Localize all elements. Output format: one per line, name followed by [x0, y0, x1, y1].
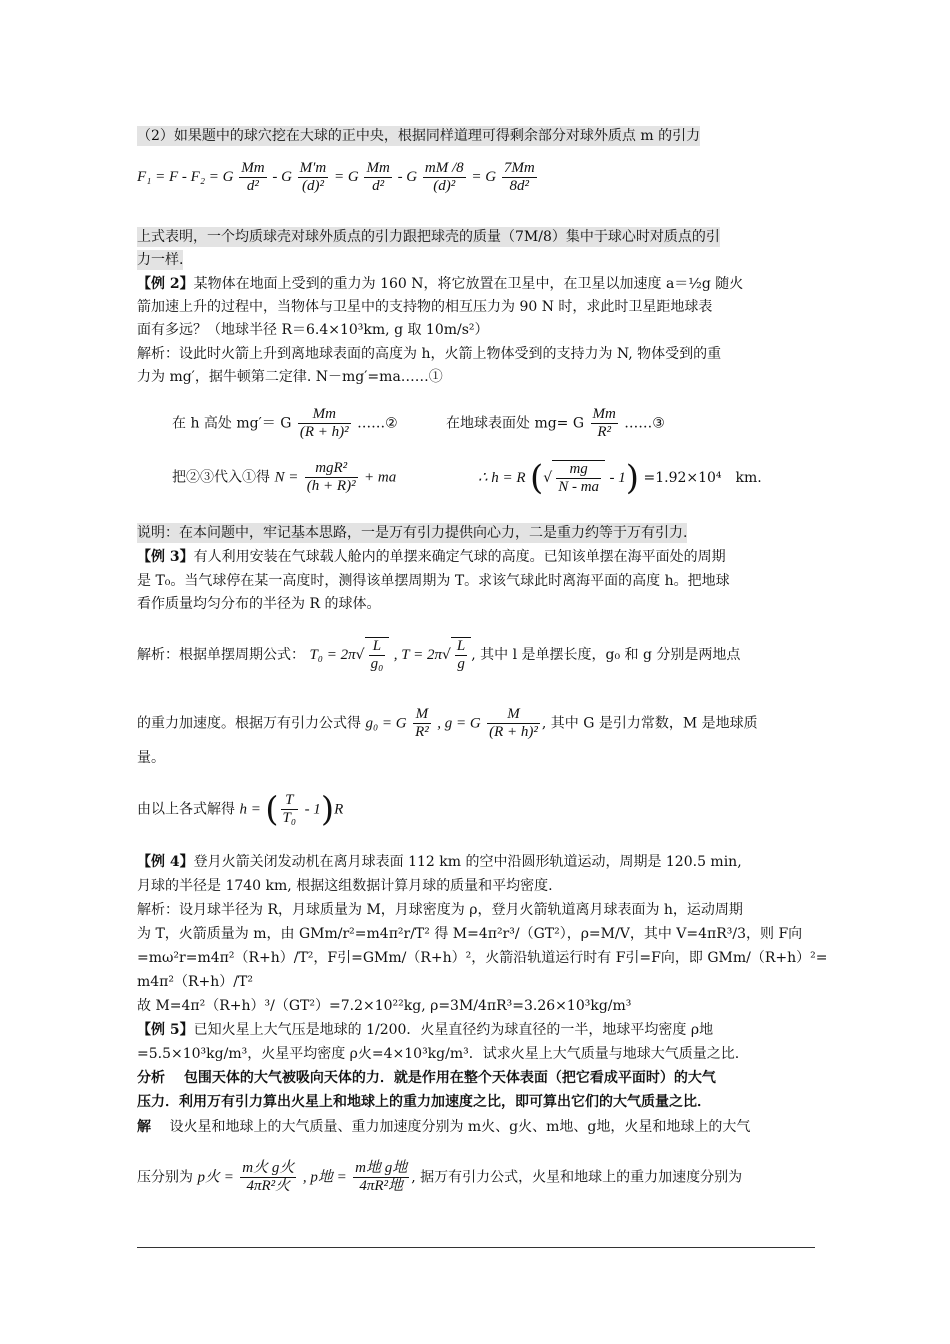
equation-2-right	[446, 406, 665, 441]
text: =1.92×10⁴ km.	[643, 470, 762, 486]
eq-text: - 1	[609, 470, 626, 486]
denominator: g₀	[370, 656, 384, 672]
paragraph-line	[137, 250, 183, 270]
text: 解析：根据单摆周期公式：	[137, 647, 305, 663]
fraction	[455, 638, 467, 673]
text: 月球的半径是 1740 km, 根据这组数据计算月球的质量和平均密度.	[137, 878, 553, 894]
numerator: m地 g地	[355, 1160, 408, 1176]
fraction	[502, 160, 537, 195]
fraction	[298, 160, 329, 195]
text: 箭加速上升的过程中，当物体与卫星中的支持物的相互压力为 90 N 时，求此时卫星距地球表	[137, 299, 713, 315]
fraction	[423, 160, 466, 195]
paragraph-line	[137, 1044, 739, 1064]
paragraph-line	[137, 924, 802, 944]
example-tag: 【例 3】	[137, 549, 194, 565]
fraction	[305, 460, 358, 495]
text: 设火星和地球上的大气质量、重力加速度分别为 m火、g火、m地、g地，火星和地球上的大气	[151, 1119, 751, 1135]
text: 把②③代入①得	[172, 469, 270, 486]
text: 在地球表面处 mg= G	[446, 415, 585, 432]
denominator: g	[457, 656, 465, 672]
radical	[451, 637, 471, 673]
text: 故 M=4π²（R+h）³/（GT²）=7.2×10²²kg, ρ=3M/4πR³=3.26×10³kg/m³	[137, 998, 632, 1014]
paragraph-line	[137, 748, 165, 768]
denominator: (R + h)²	[489, 724, 538, 740]
fraction	[364, 160, 391, 195]
numerator: mgR²	[305, 460, 358, 478]
text: 登月火箭关闭发动机在离月球表面 112 km 的空中沿圆形轨道运动，周期是 120.5 min,	[193, 854, 742, 870]
text: m4π²（R+h）/T²	[137, 974, 253, 990]
radical	[552, 460, 605, 496]
denominator: d²	[246, 178, 259, 194]
paragraph-line	[137, 320, 489, 340]
text: 量。	[137, 750, 165, 766]
numerator: L	[456, 638, 466, 654]
paragraph-line	[137, 948, 827, 968]
text: 有人利用安装在气球载人舱内的单摆来确定气球的高度。已知该单摆在海平面处的周期	[193, 549, 726, 565]
denominator: 4πR²火	[246, 1178, 291, 1194]
numerator: M′m	[299, 160, 327, 176]
paragraph-line	[137, 996, 631, 1016]
text: 是 T₀。当气球停在某一高度时，测得该单摆周期为 T。求该气球此时离海平面的高度 h。把地球	[137, 573, 730, 589]
numerator: M	[413, 706, 431, 724]
numerator: mg	[556, 461, 601, 479]
paragraph-line	[137, 367, 443, 387]
text: 压力．利用万有引力算出火星上和地球上的重力加速度之比，即可算出它们的大气质量之比．	[137, 1094, 711, 1110]
denominator: (d)²	[433, 178, 456, 194]
eq-text: N =	[274, 469, 299, 486]
paragraph-line	[137, 900, 743, 920]
numerator: 7Mm	[503, 160, 535, 176]
paragraph-line	[137, 1092, 711, 1112]
paragraph-line	[137, 852, 742, 872]
fraction	[413, 706, 431, 741]
paragraph-line	[137, 972, 253, 992]
eq-text: g₀ = G	[365, 715, 407, 732]
paragraph-line	[137, 1117, 750, 1137]
fraction	[239, 160, 266, 195]
text: , 其中 G 是引力常数，M 是地球质	[541, 715, 758, 732]
eq-text: ∴ h = R	[478, 470, 526, 486]
paragraph-line	[137, 1160, 742, 1195]
denominator: (R + h)²	[299, 424, 349, 440]
eq-text: h =	[239, 801, 261, 818]
denominator: 4πR²地	[359, 1178, 404, 1194]
eq-text: T₀ = 2π	[309, 647, 356, 663]
text: , 其中 l 是单摆长度，g₀ 和 g 分别是两地点	[471, 647, 741, 663]
eq-text: - 1	[304, 801, 321, 818]
paragraph-line	[137, 523, 687, 543]
fraction	[240, 1160, 296, 1195]
example-tag: 【例 4】	[137, 854, 194, 870]
text: , 据万有引力公式，火星和地球上的重力加速度分别为	[411, 1169, 743, 1186]
text: 已知火星上大气压是地球的 1/200．火星直径约为球直径的一半，地球平均密度 ρ地	[193, 1022, 714, 1038]
denominator: N - ma	[558, 479, 600, 495]
denominator: (d)²	[301, 178, 324, 194]
numerator: T	[281, 792, 299, 810]
equation-1: F₁ = F - F₂ = G $\frac{Mm}{\text{d²}}$ - G $\frac{M'm}{\text{(d)²}}$ = G $\frac{Mm}{\text{d²}}$ - G $\frac{mM /8}{\text{(d)²}}$ = G $\frac{7Mm}{\text{8d²}}$	[137, 160, 535, 194]
numerator: L	[369, 638, 386, 656]
text: ……②	[357, 415, 398, 432]
numerator: mM /8	[424, 160, 464, 176]
fraction	[487, 706, 540, 741]
text: 力为 mg′，据牛顿第二定律. N－mg′=ma……①	[137, 369, 443, 385]
text: 某物体在地面上受到的重力为 160 N，将它放置在卫星中，在卫星以加速度 a＝½g 随火	[193, 276, 744, 292]
solution-tag: 解	[137, 1119, 151, 1135]
denominator: 8d²	[509, 178, 530, 194]
text: 面有多远？（地球半径 R＝6.4×10³km, g 取 10m/s²）	[137, 322, 489, 338]
numerator: Mm	[241, 160, 265, 176]
fraction	[298, 406, 351, 441]
fraction	[369, 638, 386, 673]
equation-3-right: ∴ h = R (√ $\frac{mg}{N - ma}$ - 1) =1.92×10⁴ km.	[478, 458, 762, 498]
paragraph-line	[137, 1020, 713, 1040]
eq-text: F₁ = F - F₂ = G	[137, 168, 234, 185]
paragraph-line	[137, 547, 726, 567]
fraction	[556, 461, 601, 496]
numerator: m火 g火	[242, 1160, 295, 1176]
eq-text: , p地 =	[302, 1169, 347, 1186]
text: 由以上各式解得	[137, 801, 235, 818]
numerator: Mm	[298, 406, 351, 424]
text: =5.5×10³kg/m³，火星平均密度 ρ火=4×10³kg/m³．试求火星上大气质量与地球大气质量之比.	[137, 1046, 740, 1062]
example-tag: 【例 2】	[137, 276, 194, 292]
text: 为 T，火箭质量为 m，由 GMm/r²=m4π²r/T² 得 M=4π²r³/（GT²），ρ=M/V，其中 V=4πR³/3，则 F向	[137, 926, 803, 942]
paragraph-line	[137, 1068, 716, 1088]
equation-3-left	[172, 460, 396, 495]
paragraph-line	[137, 126, 700, 146]
text: （2）如果题中的球穴挖在大球的正中央，根据同样道理可得剩余部分对球外质点 m 的引力	[137, 128, 701, 144]
text: =mω²r=m4π²（R+h）/T²，F引=GMm/（R+h）²，火箭沿轨道运行时有 F引=F向，即 GMm/（R+h）²=	[137, 950, 828, 966]
denominator: d²	[372, 178, 385, 194]
numerator: Mm	[366, 160, 390, 176]
example-tag: 【例 5】	[137, 1022, 194, 1038]
paragraph-line	[137, 274, 743, 294]
text: 说明：在本问题中，牢记基本思路，一是万有引力提供向心力，二是重力约等于万有引力.	[137, 525, 688, 541]
eq-text: , g = G	[437, 715, 481, 732]
paragraph-line	[137, 571, 730, 591]
denominator: R²	[597, 424, 612, 440]
paragraph-line	[137, 227, 720, 247]
eq-text: + ma	[364, 469, 397, 486]
paragraph-line	[137, 706, 758, 741]
text: 的重力加速度。根据万有引力公式得	[137, 715, 361, 732]
numerator: M	[487, 706, 540, 724]
eq-text: R	[334, 801, 344, 818]
text: 分析 包围天体的大气被吸向天体的力．就是作用在整个天体表面（把它看成平面时）的大气	[137, 1070, 716, 1086]
eq-text: , T = 2π	[393, 647, 442, 663]
fraction	[353, 1160, 409, 1195]
footer-divider	[137, 1247, 815, 1248]
denominator: T₀	[282, 810, 297, 826]
text: 解析：设此时火箭上升到离地球表面的高度为 h，火箭上物体受到的支持力为 N, 物体受到的重	[137, 346, 722, 362]
denominator: R²	[415, 724, 429, 740]
numerator: Mm	[592, 406, 616, 422]
denominator: (h + R)²	[306, 478, 356, 494]
text: ……③	[624, 415, 665, 432]
text: 力一样.	[137, 252, 184, 268]
paragraph-line: 由以上各式解得 h = ( $\frac{T}{\text{T₀}}$ - 1)R	[137, 789, 344, 830]
text: 看作质量均匀分布的半径为 R 的球体。	[137, 596, 381, 612]
fraction	[591, 406, 618, 441]
equation-2-left	[172, 406, 398, 441]
eq-text: p火 =	[197, 1169, 234, 1186]
text: 压分别为	[137, 1169, 193, 1186]
text: 上式表明，一个均质球壳对球外质点的引力跟把球壳的质量（7M/8）集中于球心时对质点的引	[137, 229, 720, 245]
paragraph-line	[137, 344, 721, 364]
paragraph-line	[137, 297, 712, 317]
paragraph-line	[137, 876, 553, 896]
fraction	[281, 792, 299, 827]
text: 解析：设月球半径为 R，月球质量为 M，月球密度为 ρ，登月火箭轨道离月球表面为 h，运动周期	[137, 902, 743, 918]
paragraph-line: 解析：根据单摆周期公式： T₀ = 2π√ $\frac{L}{\text{g₀}}$ , T = 2π√ $\frac{L}{g}$ , 其中 l 是单摆长度，g₀ 和 g 分别是两地点	[137, 638, 741, 672]
paragraph-line	[137, 594, 380, 614]
text: 在 h 高处 mg′＝ G	[172, 415, 292, 432]
radical	[365, 637, 390, 673]
